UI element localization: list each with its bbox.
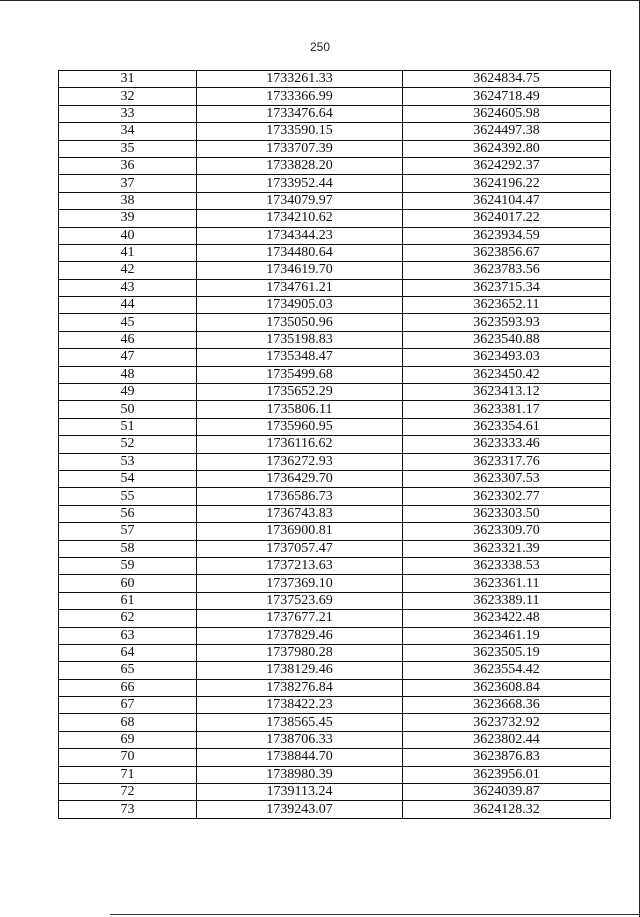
- table-row: [59, 384, 611, 401]
- page-border-bottom: [110, 914, 640, 915]
- x-coordinate-cell: 1733476.64: [197, 105, 403, 122]
- point-index-cell: 34: [59, 123, 197, 140]
- table-row: [59, 714, 611, 731]
- y-coordinate-cell: 3623493.03: [403, 349, 611, 366]
- point-index-cell: 43: [59, 279, 197, 296]
- y-coordinate-cell: 3623732.92: [403, 714, 611, 731]
- x-coordinate-cell: 1737829.46: [197, 627, 403, 644]
- x-coordinate-cell: 1736429.70: [197, 470, 403, 487]
- y-coordinate-cell: 3623856.67: [403, 244, 611, 261]
- x-coordinate-cell: 1734480.64: [197, 244, 403, 261]
- point-index-cell: 60: [59, 575, 197, 592]
- y-coordinate-cell: 3623715.34: [403, 279, 611, 296]
- y-coordinate-cell: 3623389.11: [403, 592, 611, 609]
- y-coordinate-cell: 3623554.42: [403, 662, 611, 679]
- y-coordinate-cell: 3623956.01: [403, 766, 611, 783]
- coordinate-table-body: [59, 71, 611, 819]
- y-coordinate-cell: 3624605.98: [403, 105, 611, 122]
- page-border-top: [0, 0, 640, 1]
- table-row: [59, 453, 611, 470]
- table-row: [59, 157, 611, 174]
- table-row: [59, 366, 611, 383]
- x-coordinate-cell: 1735348.47: [197, 349, 403, 366]
- y-coordinate-cell: 3623321.39: [403, 540, 611, 557]
- point-index-cell: 37: [59, 175, 197, 192]
- point-index-cell: 68: [59, 714, 197, 731]
- x-coordinate-cell: 1735960.95: [197, 418, 403, 435]
- point-index-cell: 44: [59, 297, 197, 314]
- point-index-cell: 48: [59, 366, 197, 383]
- y-coordinate-cell: 3624039.87: [403, 784, 611, 801]
- x-coordinate-cell: 1737369.10: [197, 575, 403, 592]
- x-coordinate-cell: 1734905.03: [197, 297, 403, 314]
- point-index-cell: 65: [59, 662, 197, 679]
- table-row: [59, 540, 611, 557]
- table-row: [59, 749, 611, 766]
- y-coordinate-cell: 3623450.42: [403, 366, 611, 383]
- point-index-cell: 45: [59, 314, 197, 331]
- y-coordinate-cell: 3623302.77: [403, 488, 611, 505]
- point-index-cell: 63: [59, 627, 197, 644]
- y-coordinate-cell: 3623307.53: [403, 470, 611, 487]
- table-row: [59, 105, 611, 122]
- x-coordinate-cell: 1738422.23: [197, 697, 403, 714]
- x-coordinate-cell: 1739113.24: [197, 784, 403, 801]
- x-coordinate-cell: 1737213.63: [197, 557, 403, 574]
- point-index-cell: 64: [59, 644, 197, 661]
- y-coordinate-cell: 3623540.88: [403, 331, 611, 348]
- x-coordinate-cell: 1739243.07: [197, 801, 403, 818]
- x-coordinate-cell: 1733952.44: [197, 175, 403, 192]
- point-index-cell: 33: [59, 105, 197, 122]
- y-coordinate-cell: 3624292.37: [403, 157, 611, 174]
- x-coordinate-cell: 1738706.33: [197, 731, 403, 748]
- page-number: 250: [309, 40, 331, 54]
- point-index-cell: 56: [59, 505, 197, 522]
- y-coordinate-cell: 3624392.80: [403, 140, 611, 157]
- table-row: [59, 592, 611, 609]
- table-row: [59, 88, 611, 105]
- y-coordinate-cell: 3623333.46: [403, 436, 611, 453]
- y-coordinate-cell: 3624718.49: [403, 88, 611, 105]
- point-index-cell: 53: [59, 453, 197, 470]
- point-index-cell: 67: [59, 697, 197, 714]
- x-coordinate-cell: 1736116.62: [197, 436, 403, 453]
- x-coordinate-cell: 1733707.39: [197, 140, 403, 157]
- point-index-cell: 55: [59, 488, 197, 505]
- table-row: [59, 175, 611, 192]
- table-row: [59, 297, 611, 314]
- y-coordinate-cell: 3623317.76: [403, 453, 611, 470]
- x-coordinate-cell: 1738980.39: [197, 766, 403, 783]
- point-index-cell: 32: [59, 88, 197, 105]
- x-coordinate-cell: 1734344.23: [197, 227, 403, 244]
- y-coordinate-cell: 3623593.93: [403, 314, 611, 331]
- x-coordinate-cell: 1736743.83: [197, 505, 403, 522]
- y-coordinate-cell: 3623381.17: [403, 401, 611, 418]
- table-row: [59, 766, 611, 783]
- point-index-cell: 40: [59, 227, 197, 244]
- y-coordinate-cell: 3623461.19: [403, 627, 611, 644]
- point-index-cell: 59: [59, 557, 197, 574]
- x-coordinate-cell: 1733590.15: [197, 123, 403, 140]
- table-row: [59, 610, 611, 627]
- x-coordinate-cell: 1736586.73: [197, 488, 403, 505]
- table-row: [59, 523, 611, 540]
- y-coordinate-cell: 3624104.47: [403, 192, 611, 209]
- point-index-cell: 51: [59, 418, 197, 435]
- x-coordinate-cell: 1734619.70: [197, 262, 403, 279]
- y-coordinate-cell: 3623783.56: [403, 262, 611, 279]
- table-row: [59, 71, 611, 88]
- x-coordinate-cell: 1738565.45: [197, 714, 403, 731]
- point-index-cell: 61: [59, 592, 197, 609]
- table-row: [59, 488, 611, 505]
- x-coordinate-cell: 1735652.29: [197, 384, 403, 401]
- table-row: [59, 244, 611, 261]
- point-index-cell: 42: [59, 262, 197, 279]
- y-coordinate-cell: 3623422.48: [403, 610, 611, 627]
- y-coordinate-cell: 3623608.84: [403, 679, 611, 696]
- x-coordinate-cell: 1733366.99: [197, 88, 403, 105]
- x-coordinate-cell: 1736272.93: [197, 453, 403, 470]
- y-coordinate-cell: 3623802.44: [403, 731, 611, 748]
- point-index-cell: 54: [59, 470, 197, 487]
- point-index-cell: 38: [59, 192, 197, 209]
- point-index-cell: 66: [59, 679, 197, 696]
- y-coordinate-cell: 3623876.83: [403, 749, 611, 766]
- table-row: [59, 262, 611, 279]
- point-index-cell: 57: [59, 523, 197, 540]
- point-index-cell: 62: [59, 610, 197, 627]
- point-index-cell: 58: [59, 540, 197, 557]
- table-row: [59, 123, 611, 140]
- y-coordinate-cell: 3623303.50: [403, 505, 611, 522]
- x-coordinate-cell: 1737980.28: [197, 644, 403, 661]
- x-coordinate-cell: 1738276.84: [197, 679, 403, 696]
- point-index-cell: 47: [59, 349, 197, 366]
- table-row: [59, 557, 611, 574]
- point-index-cell: 71: [59, 766, 197, 783]
- table-row: [59, 192, 611, 209]
- x-coordinate-cell: 1738844.70: [197, 749, 403, 766]
- y-coordinate-cell: 3624497.38: [403, 123, 611, 140]
- point-index-cell: 52: [59, 436, 197, 453]
- table-row: [59, 731, 611, 748]
- y-coordinate-cell: 3623354.61: [403, 418, 611, 435]
- point-index-cell: 70: [59, 749, 197, 766]
- table-row: [59, 349, 611, 366]
- x-coordinate-cell: 1737523.69: [197, 592, 403, 609]
- y-coordinate-cell: 3624017.22: [403, 210, 611, 227]
- table-row: [59, 784, 611, 801]
- x-coordinate-cell: 1735198.83: [197, 331, 403, 348]
- table-row: [59, 801, 611, 818]
- table-row: [59, 279, 611, 296]
- table-row: [59, 679, 611, 696]
- table-row: [59, 662, 611, 679]
- table-row: [59, 314, 611, 331]
- x-coordinate-cell: 1735499.68: [197, 366, 403, 383]
- x-coordinate-cell: 1733261.33: [197, 71, 403, 88]
- y-coordinate-cell: 3623361.11: [403, 575, 611, 592]
- coordinate-table: [58, 70, 611, 819]
- point-index-cell: 41: [59, 244, 197, 261]
- x-coordinate-cell: 1735050.96: [197, 314, 403, 331]
- point-index-cell: 49: [59, 384, 197, 401]
- point-index-cell: 31: [59, 71, 197, 88]
- x-coordinate-cell: 1736900.81: [197, 523, 403, 540]
- x-coordinate-cell: 1738129.46: [197, 662, 403, 679]
- table-row: [59, 331, 611, 348]
- x-coordinate-cell: 1734761.21: [197, 279, 403, 296]
- table-row: [59, 505, 611, 522]
- point-index-cell: 69: [59, 731, 197, 748]
- table-row: [59, 697, 611, 714]
- x-coordinate-cell: 1737057.47: [197, 540, 403, 557]
- y-coordinate-cell: 3624834.75: [403, 71, 611, 88]
- x-coordinate-cell: 1737677.21: [197, 610, 403, 627]
- y-coordinate-cell: 3623413.12: [403, 384, 611, 401]
- x-coordinate-cell: 1734079.97: [197, 192, 403, 209]
- x-coordinate-cell: 1734210.62: [197, 210, 403, 227]
- table-row: [59, 210, 611, 227]
- table-row: [59, 227, 611, 244]
- point-index-cell: 46: [59, 331, 197, 348]
- table-row: [59, 644, 611, 661]
- point-index-cell: 39: [59, 210, 197, 227]
- point-index-cell: 73: [59, 801, 197, 818]
- y-coordinate-cell: 3623668.36: [403, 697, 611, 714]
- table-row: [59, 627, 611, 644]
- y-coordinate-cell: 3623934.59: [403, 227, 611, 244]
- point-index-cell: 50: [59, 401, 197, 418]
- table-row: [59, 401, 611, 418]
- table-row: [59, 418, 611, 435]
- y-coordinate-cell: 3623338.53: [403, 557, 611, 574]
- point-index-cell: 72: [59, 784, 197, 801]
- table-row: [59, 470, 611, 487]
- x-coordinate-cell: 1733828.20: [197, 157, 403, 174]
- y-coordinate-cell: 3624196.22: [403, 175, 611, 192]
- table-row: [59, 140, 611, 157]
- x-coordinate-cell: 1735806.11: [197, 401, 403, 418]
- y-coordinate-cell: 3623505.19: [403, 644, 611, 661]
- table-row: [59, 575, 611, 592]
- point-index-cell: 36: [59, 157, 197, 174]
- y-coordinate-cell: 3624128.32: [403, 801, 611, 818]
- y-coordinate-cell: 3623652.11: [403, 297, 611, 314]
- y-coordinate-cell: 3623309.70: [403, 523, 611, 540]
- table-row: [59, 436, 611, 453]
- point-index-cell: 35: [59, 140, 197, 157]
